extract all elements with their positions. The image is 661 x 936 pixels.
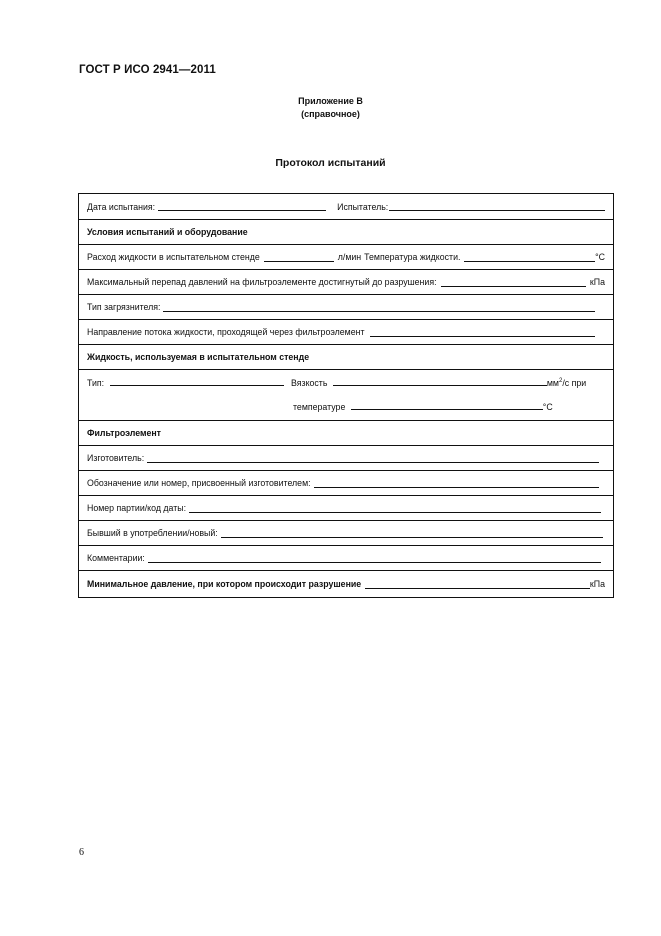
temperature-label: Температура жидкости.	[364, 252, 461, 262]
batch-field[interactable]	[189, 504, 601, 513]
temperature-at-group	[293, 401, 553, 412]
batch-label: Номер партии/код даты:	[87, 503, 187, 513]
flow-field[interactable]	[264, 253, 334, 262]
used-label: Бывший в употреблении/новый:	[87, 528, 218, 538]
test-date-label: Дата испытания:	[87, 201, 156, 212]
page-number: 6	[79, 847, 84, 858]
temperature-field[interactable]	[464, 253, 595, 262]
document-code: ГОСТ Р ИСО 2941—2011	[79, 64, 216, 76]
section-fluid	[79, 345, 613, 370]
row-used-new	[79, 521, 613, 546]
tester-field[interactable]	[389, 202, 605, 211]
section-conditions-title: Условия испытаний и оборудование	[87, 227, 248, 237]
comments-field[interactable]	[148, 554, 601, 563]
viscosity-label: Вязкость	[291, 378, 328, 388]
section-filter	[79, 421, 613, 446]
min-pressure-label: Минимальное давление, при котором происходит разрушение	[87, 579, 362, 589]
at-temperature-label: температуре	[293, 402, 346, 412]
viscosity-group	[291, 377, 586, 388]
fluid-type-label: Тип:	[87, 378, 105, 388]
row-flow-temperature	[79, 245, 613, 270]
viscosity-unit-rest: /с при	[562, 378, 587, 388]
row-designation	[79, 471, 613, 496]
max-pressure-unit: кПа	[589, 277, 605, 287]
row-flow-direction	[79, 320, 613, 345]
viscosity-unit-base: мм	[546, 378, 559, 388]
at-temperature-field[interactable]	[351, 401, 543, 410]
row-contaminant	[79, 295, 613, 320]
row-batch	[79, 496, 613, 521]
used-field[interactable]	[221, 529, 603, 538]
annex-title: Приложение В	[298, 96, 363, 106]
designation-label: Обозначение или номер, присвоенный изготовителем:	[87, 478, 311, 488]
manufacturer-label: Изготовитель:	[87, 453, 145, 463]
at-temperature-unit: °С	[542, 402, 553, 412]
fluid-type-field[interactable]	[110, 377, 284, 386]
row-date-tester	[79, 194, 613, 220]
comments-label: Комментарии:	[87, 553, 145, 563]
annex-heading	[0, 95, 661, 121]
section-filter-title: Фильтроэлемент	[87, 428, 161, 438]
row-manufacturer	[79, 446, 613, 471]
row-comments	[79, 546, 613, 571]
section-fluid-title: Жидкость, используемая в испытательном стенде	[87, 352, 310, 362]
flow-direction-label: Направление потока жидкости, проходящей через фильтроэлемент	[87, 327, 365, 337]
section-conditions	[79, 220, 613, 245]
tester-label: Испытатель:	[337, 201, 389, 212]
contaminant-label: Тип загрязнителя:	[87, 302, 161, 312]
row-fluid-details	[79, 370, 613, 421]
test-protocol-form	[78, 193, 614, 598]
temperature-unit: °С	[595, 252, 605, 262]
protocol-title: Протокол испытаний	[275, 157, 386, 169]
contaminant-field[interactable]	[163, 303, 595, 312]
flow-unit: л/мин	[337, 252, 362, 262]
min-pressure-field[interactable]	[365, 580, 590, 589]
test-date-field[interactable]	[158, 202, 326, 211]
max-pressure-field[interactable]	[441, 278, 586, 287]
designation-field[interactable]	[314, 479, 599, 488]
flow-label: Расход жидкости в испытательном стенде	[87, 252, 260, 262]
viscosity-unit-sup: 2	[558, 378, 563, 385]
min-pressure-unit: кПа	[589, 579, 605, 589]
flow-direction-field[interactable]	[370, 328, 595, 337]
viscosity-field[interactable]	[333, 377, 547, 386]
fluid-type-group	[87, 377, 284, 388]
row-max-pressure	[79, 270, 613, 295]
manufacturer-field[interactable]	[147, 454, 599, 463]
row-min-pressure	[79, 571, 613, 597]
max-pressure-label: Максимальный перепад давлений на фильтроэлементе достигнутый до разрушения:	[87, 277, 437, 287]
annex-note: (справочное)	[301, 109, 360, 119]
